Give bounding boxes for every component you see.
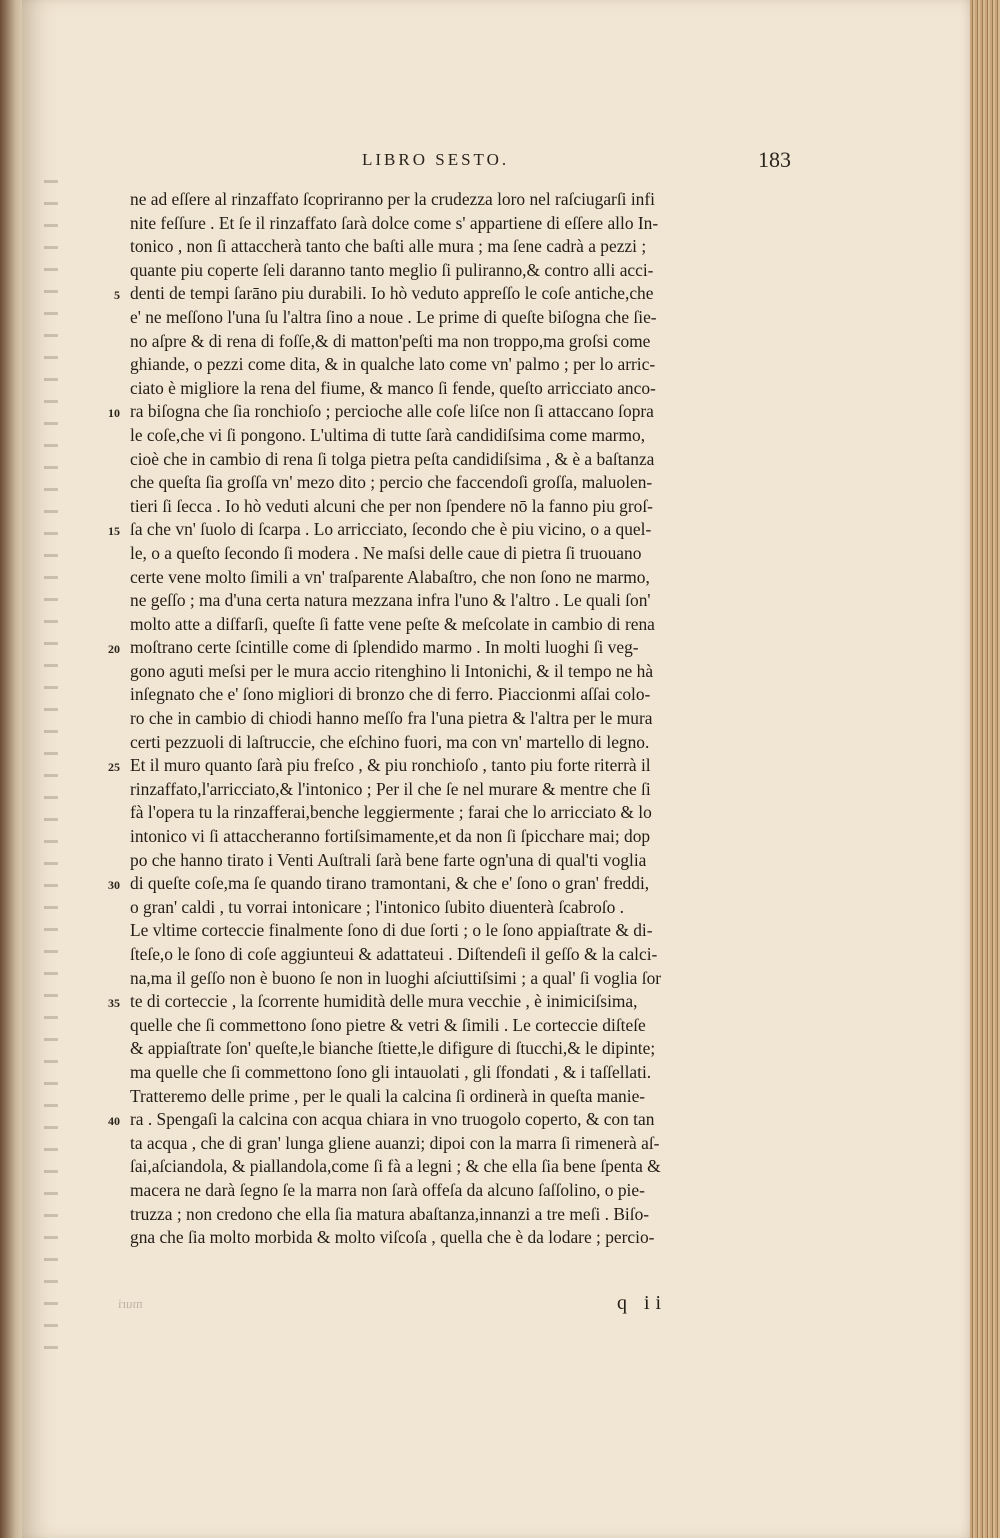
text-line: che queſta ſia groſſa vn' mezo dito ; percio che faccendoſi groſſa, maluolen- [130, 472, 653, 493]
text-line: na,ma il geſſo non è buono ſe non in luoghi aſciuttiſsimi ; a qual' ſi voglia ſor [130, 967, 662, 988]
text-line: tieri ſi ſecca . Io hò veduti alcuni che per non ſpendere nō la fanno piu groſ- [130, 495, 653, 516]
page-block-edge [970, 0, 1000, 1538]
facing-page-bleed [44, 180, 58, 1360]
text-line: quelle che ſi commettono ſono pietre & vetri & ſimili . Le corteccie diſteſe [130, 1014, 646, 1035]
text-line: ſai,aſciandola, & piallandola,come ſi fà a legni ; & che ella ſia bene ſpenta & [130, 1156, 661, 1177]
body-text [130, 188, 790, 1250]
text-line: & appiaſtrate ſon' queſte,le bianche ſtiette,le difigure di ſtucchi,& le dipinte; [130, 1038, 656, 1059]
text-line: nite feſſure . Et ſe il rinzaffato ſarà dolce come s' appartiene di eſſere allo In- [130, 212, 659, 233]
text-line: ne ad eſſere al rinzaffato ſcopriranno per la crudezza loro nel raſciugarſi infi [130, 189, 655, 209]
text-line: te di corteccie , la ſcorrente humidità delle mura vecchie , è inimiciſsima, [130, 991, 638, 1012]
text-line: molto atte a diſfarſi, queſte ſi fatte vene peſte & meſcolate in cambio di rena [130, 613, 655, 634]
text-line: inſegnato che e' ſono migliori di bronzo che di ferro. Piaccionmi aſſai colo- [130, 684, 651, 705]
signature-mark: q ii [617, 1292, 668, 1314]
text-line: Le vltime corteccie finalmente ſono di due ſorti ; o le ſono appiaſtrate & di- [130, 920, 653, 941]
text-line: no aſpre & di rena di foſſe,& di matton'peſti ma non troppo,ma groſsi come [130, 330, 651, 351]
text-line: ra biſogna che ſia ronchioſo ; percioche alle coſe liſce non ſi attaccano ſopra [130, 401, 654, 422]
text-line: Tratteremo delle prime , per le quali la calcina ſi ordinerà in queſta manie- [130, 1085, 646, 1106]
show-through-text: muri [118, 1296, 143, 1311]
text-line: ne geſſo ; ma d'una certa natura mezzana infra l'uno & l'altro . Le quali ſon' [130, 590, 651, 611]
text-line: ro che in cambio di chiodi hanno meſſo fra l'una pietra & l'altra per le mura [130, 708, 653, 729]
text-line: ghiande, o pezzi come dita, & in qualche lato come vn' palmo ; per lo arric- [130, 354, 656, 375]
text-line: ciato è migliore la rena del fiume, & manco ſi fende, queſto arricciato anco- [130, 377, 656, 398]
running-head: LIBRO SESTO. [362, 150, 510, 169]
text-line: moſtrano certe ſcintille come di ſplendido marmo . In molti luoghi ſi veg- [130, 637, 639, 658]
text-line: di queſte coſe,ma ſe quando tirano tramontani, & che e' ſono o gran' freddi, [130, 873, 650, 894]
line-number: 5 [114, 288, 120, 303]
text-line: o gran' caldi , tu vorrai intonicare ; l'intonico ſubito diuenterà ſcabroſo . [130, 896, 625, 917]
text-line: macera ne darà ſegno ſe la marra non ſarà offeſa da alcuno ſaſſolino, o pie- [130, 1179, 645, 1200]
text-line: le coſe,che vi ſi pongono. L'ultima di tutte ſarà candidiſsima come marmo, [130, 424, 646, 445]
text-line: intonico vi ſi attaccheranno fortiſsimamente,et da non ſi ſpicchare mai; dop [130, 826, 651, 847]
text-line: ſa che vn' ſuolo di ſcarpa . Lo arricciato, ſecondo che è piu vicino, o a quel- [130, 519, 652, 540]
line-number: 15 [108, 524, 120, 539]
text-line: ra . Spengaſi la calcina con acqua chiara in vno truogolo coperto, & con tan [130, 1109, 655, 1130]
text-line: quante piu coperte ſeli daranno tanto meglio ſi puliranno,& contro alli acci- [130, 259, 654, 280]
text-line: ta acqua , che di gran' lunga gliene auanzi; dipoi con la marra ſi rimenerà aſ- [130, 1132, 660, 1153]
line-number: 30 [108, 878, 120, 893]
text-line: rinzaffato,l'arricciato,& l'intonico ; Per il che ſe nel murare & mentre che ſi [130, 778, 651, 799]
text-line: le, o a queſto ſecondo ſi modera . Ne maſsi delle caue di pietra ſi truouano [130, 542, 642, 563]
line-number: 35 [108, 996, 120, 1011]
text-line: e' ne meſſono l'una ſu l'altra ſino a noue . Le prime di queſte biſogna che ſie- [130, 306, 657, 327]
text-line: certi pezzuoli di laſtruccie, che eſchino fuori, ma con vn' martello di legno. [130, 731, 650, 752]
line-number: 20 [108, 642, 120, 657]
line-number: 25 [108, 760, 120, 775]
text-line: ma quelle che ſi commettono ſono gli intauolati , gli ſfondati , & i taſſellati. [130, 1061, 652, 1082]
text-line: ſteſe,o le ſono di coſe aggiunteui & adattateui . Diſtendeſi il geſſo & la calci- [130, 944, 658, 964]
text-line: gna che ſia molto morbida & molto viſcoſa , quella che è da lodare ; percio- [130, 1227, 655, 1248]
text-line: denti de tempi ſarāno piu durabili. Io hò veduto appreſſo le coſe antiche,che [130, 283, 654, 304]
text-line: truzza ; non credono che ella ſia matura abaſtanza,innanzi a tre meſi . Biſo- [130, 1203, 650, 1224]
text-line: cioè che in cambio di rena ſi tolga pietra peſta candidiſsima , & è a baſtanza [130, 448, 655, 469]
text-line: certe vene molto ſimili a vn' traſparente Alabaſtro, che non ſono ne marmo, [130, 566, 650, 587]
page-number: 183 [758, 147, 791, 172]
text-line: gono aguti meſsi per le mura accio ritenghino li Intonichi, & il tempo ne hà [130, 660, 654, 681]
text-line: tonico , non ſi attaccherà tanto che baſti alle mura ; ma ſene cadrà a pezzi ; [130, 236, 647, 257]
line-number: 40 [108, 1114, 120, 1129]
text-line: po che hanno tirato i Venti Auſtrali ſarà bene farte ogn'una di qual'ti voglia [130, 849, 647, 870]
text-line: Et il muro quanto ſarà piu freſco , & piu ronchioſo , tanto piu forte riterrà il [130, 755, 651, 776]
text-line: fà l'opera tu la rinzafferai,benche leggiermente ; farai che lo arricciato & lo [130, 802, 652, 823]
line-number: 10 [108, 406, 120, 421]
facing-page-edge [0, 0, 22, 1538]
